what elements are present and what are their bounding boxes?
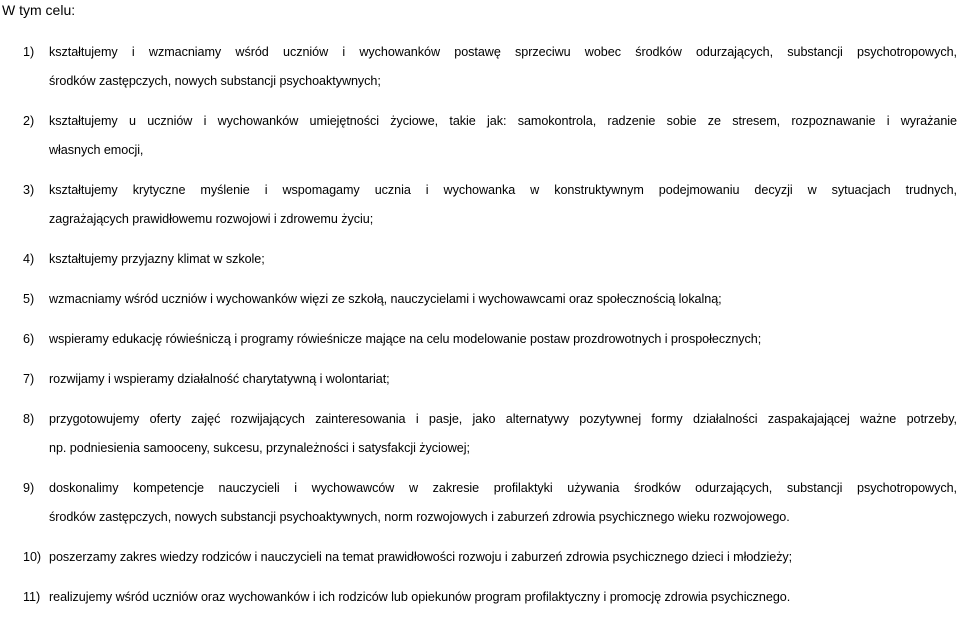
- item-number: 8): [23, 412, 35, 426]
- item-text-line1: wzmacniamy wśród uczniów i wychowanków więzi ze szkołą, nauczycielami i wychowawcami oraz społecznością lokalną;: [49, 292, 722, 306]
- item-number: 4): [23, 252, 35, 266]
- item-text-line1: przygotowujemy oferty zajęć rozwijających zainteresowania i pasje, jako alternatywy pozytywnej formy działalności zaspakajającej ważne potrzeby,: [49, 412, 957, 426]
- item-text-line2: środków zastępczych, nowych substancji psychoaktywnych, norm rozwojowych i zaburzeń zdrowia psychicznego wieku rozwojowego.: [49, 510, 790, 524]
- item-number: 11): [23, 590, 41, 604]
- item-text-line1: kształtujemy przyjazny klimat w szkole;: [49, 252, 265, 266]
- item-text-line2: środków zastępczych, nowych substancji psychoaktywnych;: [49, 74, 381, 88]
- item-text-line2: np. podniesienia samooceny, sukcesu, przynależności i satysfakcji życiowej;: [49, 441, 470, 455]
- list-item: [23, 405, 957, 463]
- list-item: [23, 245, 957, 274]
- item-text-line2: własnych emocji,: [49, 143, 144, 157]
- item-text-line2: zagrażających prawidłowemu rozwojowi i zdrowemu życiu;: [49, 212, 374, 226]
- item-number: 1): [23, 45, 35, 59]
- item-text-line1: poszerzamy zakres wiedzy rodziców i nauczycieli na temat prawidłowości rozwoju i zaburzeń zdrowia psychicznego dzieci i młodzieży;: [49, 550, 793, 564]
- list-item: [23, 474, 957, 532]
- item-number: 5): [23, 292, 35, 306]
- item-text-line1: kształtujemy u uczniów i wychowanków umiejętności życiowe, takie jak: samokontrola, radzenie sobie ze stresem, rozpoznawanie i wyrażanie: [49, 114, 957, 128]
- item-number: 9): [23, 481, 35, 495]
- item-number: 3): [23, 183, 35, 197]
- list-item: [23, 176, 957, 234]
- item-text-line1: kształtujemy krytyczne myślenie i wspomagamy ucznia i wychowanka w konstruktywnym podejmowaniu decyzji w sytuacjach trudnych,: [49, 183, 957, 197]
- item-text-line1: realizujemy wśród uczniów oraz wychowanków i ich rodziców lub opiekunów program profilaktyczny i promocję zdrowia psychicznego.: [49, 590, 791, 604]
- item-text-line1: kształtujemy i wzmacniamy wśród uczniów i wychowanków postawę sprzeciwu wobec środków odurzających, substancji psychotropowych,: [49, 45, 957, 59]
- item-number: 2): [23, 114, 35, 128]
- list-item: [23, 285, 957, 314]
- item-text-line1: doskonalimy kompetencje nauczycieli i wychowawców w zakresie profilaktyki używania środków odurzających, substancji psychotropowych,: [49, 481, 957, 495]
- list-item: [23, 583, 957, 612]
- list-item: [23, 365, 957, 394]
- section-heading: W tym celu:: [2, 2, 76, 18]
- list-item: [23, 107, 957, 165]
- list-item: [23, 38, 957, 96]
- item-text-line1: wspieramy edukację rówieśniczą i programy rówieśnicze mające na celu modelowanie postaw prozdrowotnych i prospołecznych;: [49, 332, 762, 346]
- item-number: 10): [23, 550, 42, 564]
- list-item: [23, 543, 957, 572]
- item-text-line1: rozwijamy i wspieramy działalność charytatywną i wolontariat;: [49, 372, 390, 386]
- item-number: 7): [23, 372, 35, 386]
- item-number: 6): [23, 332, 35, 346]
- goals-list: [23, 38, 957, 623]
- list-item: [23, 325, 957, 354]
